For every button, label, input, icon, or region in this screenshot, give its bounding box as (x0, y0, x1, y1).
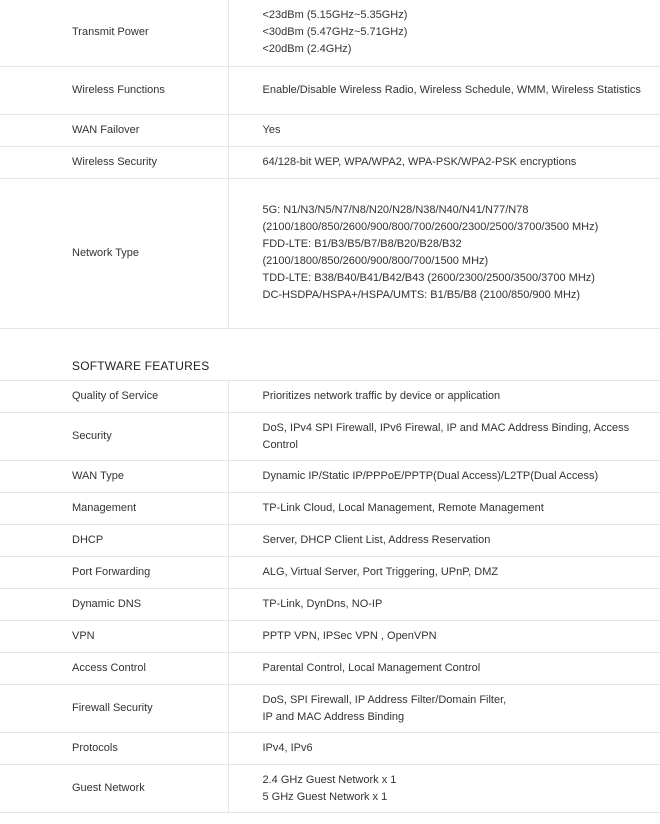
spec-value-line: 5 GHz Guest Network x 1 (262, 790, 388, 803)
hardware-rows (0, 0, 660, 328)
table-row (0, 381, 660, 413)
spec-value-line: IPv4, IPv6 (262, 742, 313, 754)
spec-value-line: IP and MAC Address Binding (262, 710, 405, 723)
spec-value (228, 557, 660, 589)
spec-value-line: <20dBm (2.4GHz) (262, 43, 352, 56)
spec-value-line: DC-HSDPA/HSPA+/HSPA/UMTS: B1/B5/B8 (2100/850/900 MHz) (262, 289, 581, 301)
table-row (0, 765, 660, 813)
table-row (0, 653, 660, 685)
table-row (0, 621, 660, 653)
spec-label: Management (0, 493, 228, 525)
spec-label: WAN Failover (0, 114, 228, 146)
spec-label: Quality of Service (0, 381, 228, 413)
spec-value-line: 2.4 GHz Guest Network x 1 (262, 773, 397, 786)
spec-value-line: TP-Link Cloud, Local Management, Remote Management (262, 502, 544, 514)
spec-label: Guest Network (0, 765, 228, 813)
spec-value (228, 66, 660, 114)
table-row (0, 525, 660, 557)
spec-value (228, 114, 660, 146)
spec-value-line: FDD-LTE: B1/B3/B5/B7/B8/B20/B28/B32 (2100/1800/850/2600/900/800/700/1500 MHz) (262, 238, 489, 267)
spec-value-line: TDD-LTE: B38/B40/B41/B42/B43 (2600/2300/2500/3500/3700 MHz) (262, 272, 595, 284)
spec-value (228, 589, 660, 621)
spec-value-line: Dynamic IP/Static IP/PPPoE/PPTP(Dual Access)/L2TP(Dual Access) (262, 470, 599, 482)
spec-value (228, 621, 660, 653)
spec-label: Security (0, 413, 228, 461)
spec-value-line: Server, DHCP Client List, Address Reservation (262, 534, 491, 546)
spec-value-line: Prioritizes network traffic by device or application (262, 389, 501, 402)
spec-value-line: <30dBm (5.47GHz~5.71GHz) (262, 26, 408, 39)
spec-value (228, 525, 660, 557)
spec-label: Protocols (0, 733, 228, 765)
spec-label: Wireless Functions (0, 66, 228, 114)
table-row (0, 146, 660, 178)
spec-label: Dynamic DNS (0, 589, 228, 621)
spec-value-line: 64/128-bit WEP, WPA/WPA2, WPA-PSK/WPA2-PSK encryptions (262, 155, 577, 168)
spec-value-line: <23dBm (5.15GHz~5.35GHz) (262, 9, 408, 22)
spec-value (228, 146, 660, 178)
spec-value-line: ALG, Virtual Server, Port Triggering, UPnP, DMZ (262, 566, 499, 578)
spec-label: Access Control (0, 653, 228, 685)
software-spec-table (0, 381, 660, 814)
spec-value (228, 413, 660, 461)
table-row (0, 413, 660, 461)
spec-value-line: 5G: N1/N3/N5/N7/N8/N20/N28/N38/N40/N41/N77/N78 (2100/1800/850/2600/900/800/700/2600/2300/2500/3700/3500 MHz) (262, 204, 599, 233)
table-row (0, 733, 660, 765)
spec-value (228, 461, 660, 493)
spec-label: VPN (0, 621, 228, 653)
software-rows (0, 381, 660, 813)
table-row (0, 0, 660, 66)
table-row (0, 685, 660, 733)
table-row (0, 114, 660, 146)
spec-value (228, 765, 660, 813)
spec-value (228, 653, 660, 685)
section-title-software-features: SOFTWARE FEATURES (0, 329, 660, 381)
spec-value-line: TP-Link, DynDns, NO-IP (262, 598, 383, 610)
table-row (0, 557, 660, 589)
table-row (0, 178, 660, 328)
table-row (0, 66, 660, 114)
spec-label: WAN Type (0, 461, 228, 493)
hardware-spec-table (0, 0, 660, 329)
spec-value-line: Yes (262, 123, 281, 136)
spec-value-line: Parental Control, Local Management Control (262, 662, 481, 674)
spec-value (228, 0, 660, 66)
spec-value (228, 493, 660, 525)
spec-label: Firewall Security (0, 685, 228, 733)
spec-label: Wireless Security (0, 146, 228, 178)
spec-value (228, 381, 660, 413)
spec-value-line: Enable/Disable Wireless Radio, Wireless Schedule, WMM, Wireless Statistics (262, 83, 641, 96)
spec-value (228, 685, 660, 733)
spec-value (228, 178, 660, 328)
spec-label: Port Forwarding (0, 557, 228, 589)
table-row (0, 589, 660, 621)
spec-value (228, 733, 660, 765)
table-row (0, 461, 660, 493)
spec-value-line: PPTP VPN, IPSec VPN , OpenVPN (262, 630, 437, 642)
spec-label: DHCP (0, 525, 228, 557)
spec-label: Transmit Power (0, 0, 228, 66)
table-row (0, 493, 660, 525)
spec-label: Network Type (0, 178, 228, 328)
spec-value-line: DoS, IPv4 SPI Firewall, IPv6 Firewal, IP and MAC Address Binding, Access Control (262, 421, 630, 451)
spec-value-line: DoS, SPI Firewall, IP Address Filter/Domain Filter, (262, 693, 507, 706)
